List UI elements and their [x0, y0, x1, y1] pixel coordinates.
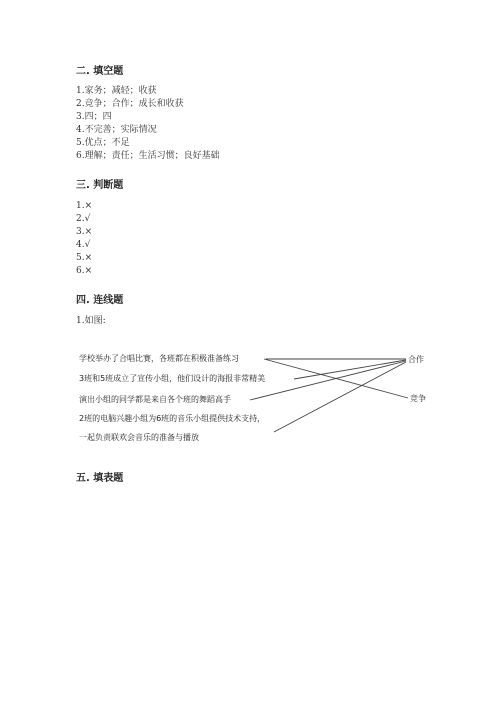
matching-target-competition: 竞争 — [410, 394, 426, 403]
matching-statement: 一起负责联欢会音乐的准备与播放 — [79, 433, 199, 442]
connector-line — [250, 361, 406, 400]
answer-line: 4.不完善；实际情况 — [76, 125, 157, 135]
matching-figure — [76, 346, 446, 446]
matching-statement: 演出小组的同学都是来自各个班的舞蹈高手 — [79, 395, 231, 404]
matching-statement: 2班的电脑兴趣小组为6班的音乐小组提供技术支持， — [79, 414, 266, 423]
answer-line: 2.竞争；合作；成长和收获 — [76, 99, 184, 109]
connector-line — [294, 360, 406, 379]
answer-line: 5.优点；不足 — [76, 138, 130, 148]
section-heading-true-false: 三. 判断题 — [76, 180, 124, 191]
matching-statement: 学校举办了合唱比赛，各班都在积极准备练习 — [79, 354, 239, 363]
section-heading-fill-blank: 二. 填空题 — [76, 66, 124, 77]
matching-target-cooperation: 合作 — [408, 355, 424, 364]
answer-line: 6.× — [76, 266, 93, 276]
answer-line: 3.四；四 — [76, 112, 112, 122]
connector-line — [274, 362, 406, 432]
answer-line: 3.× — [76, 227, 93, 237]
answer-line: 1.× — [76, 201, 93, 211]
answer-line: 2.√ — [76, 214, 91, 224]
matching-intro: 1.如图: — [76, 316, 106, 326]
answer-line: 1.家务；减轻；收获 — [76, 86, 157, 96]
section-heading-matching: 四. 连线题 — [76, 295, 124, 306]
matching-statement: 3班和5班成立了宣传小组，他们设计的海报非常精美 — [79, 374, 266, 383]
answer-line: 6.理解；责任；生活习惯；良好基础 — [76, 151, 220, 161]
answer-line: 5.× — [76, 253, 93, 263]
section-heading-table: 五. 填表题 — [76, 473, 124, 484]
answer-line: 4.√ — [76, 240, 91, 250]
